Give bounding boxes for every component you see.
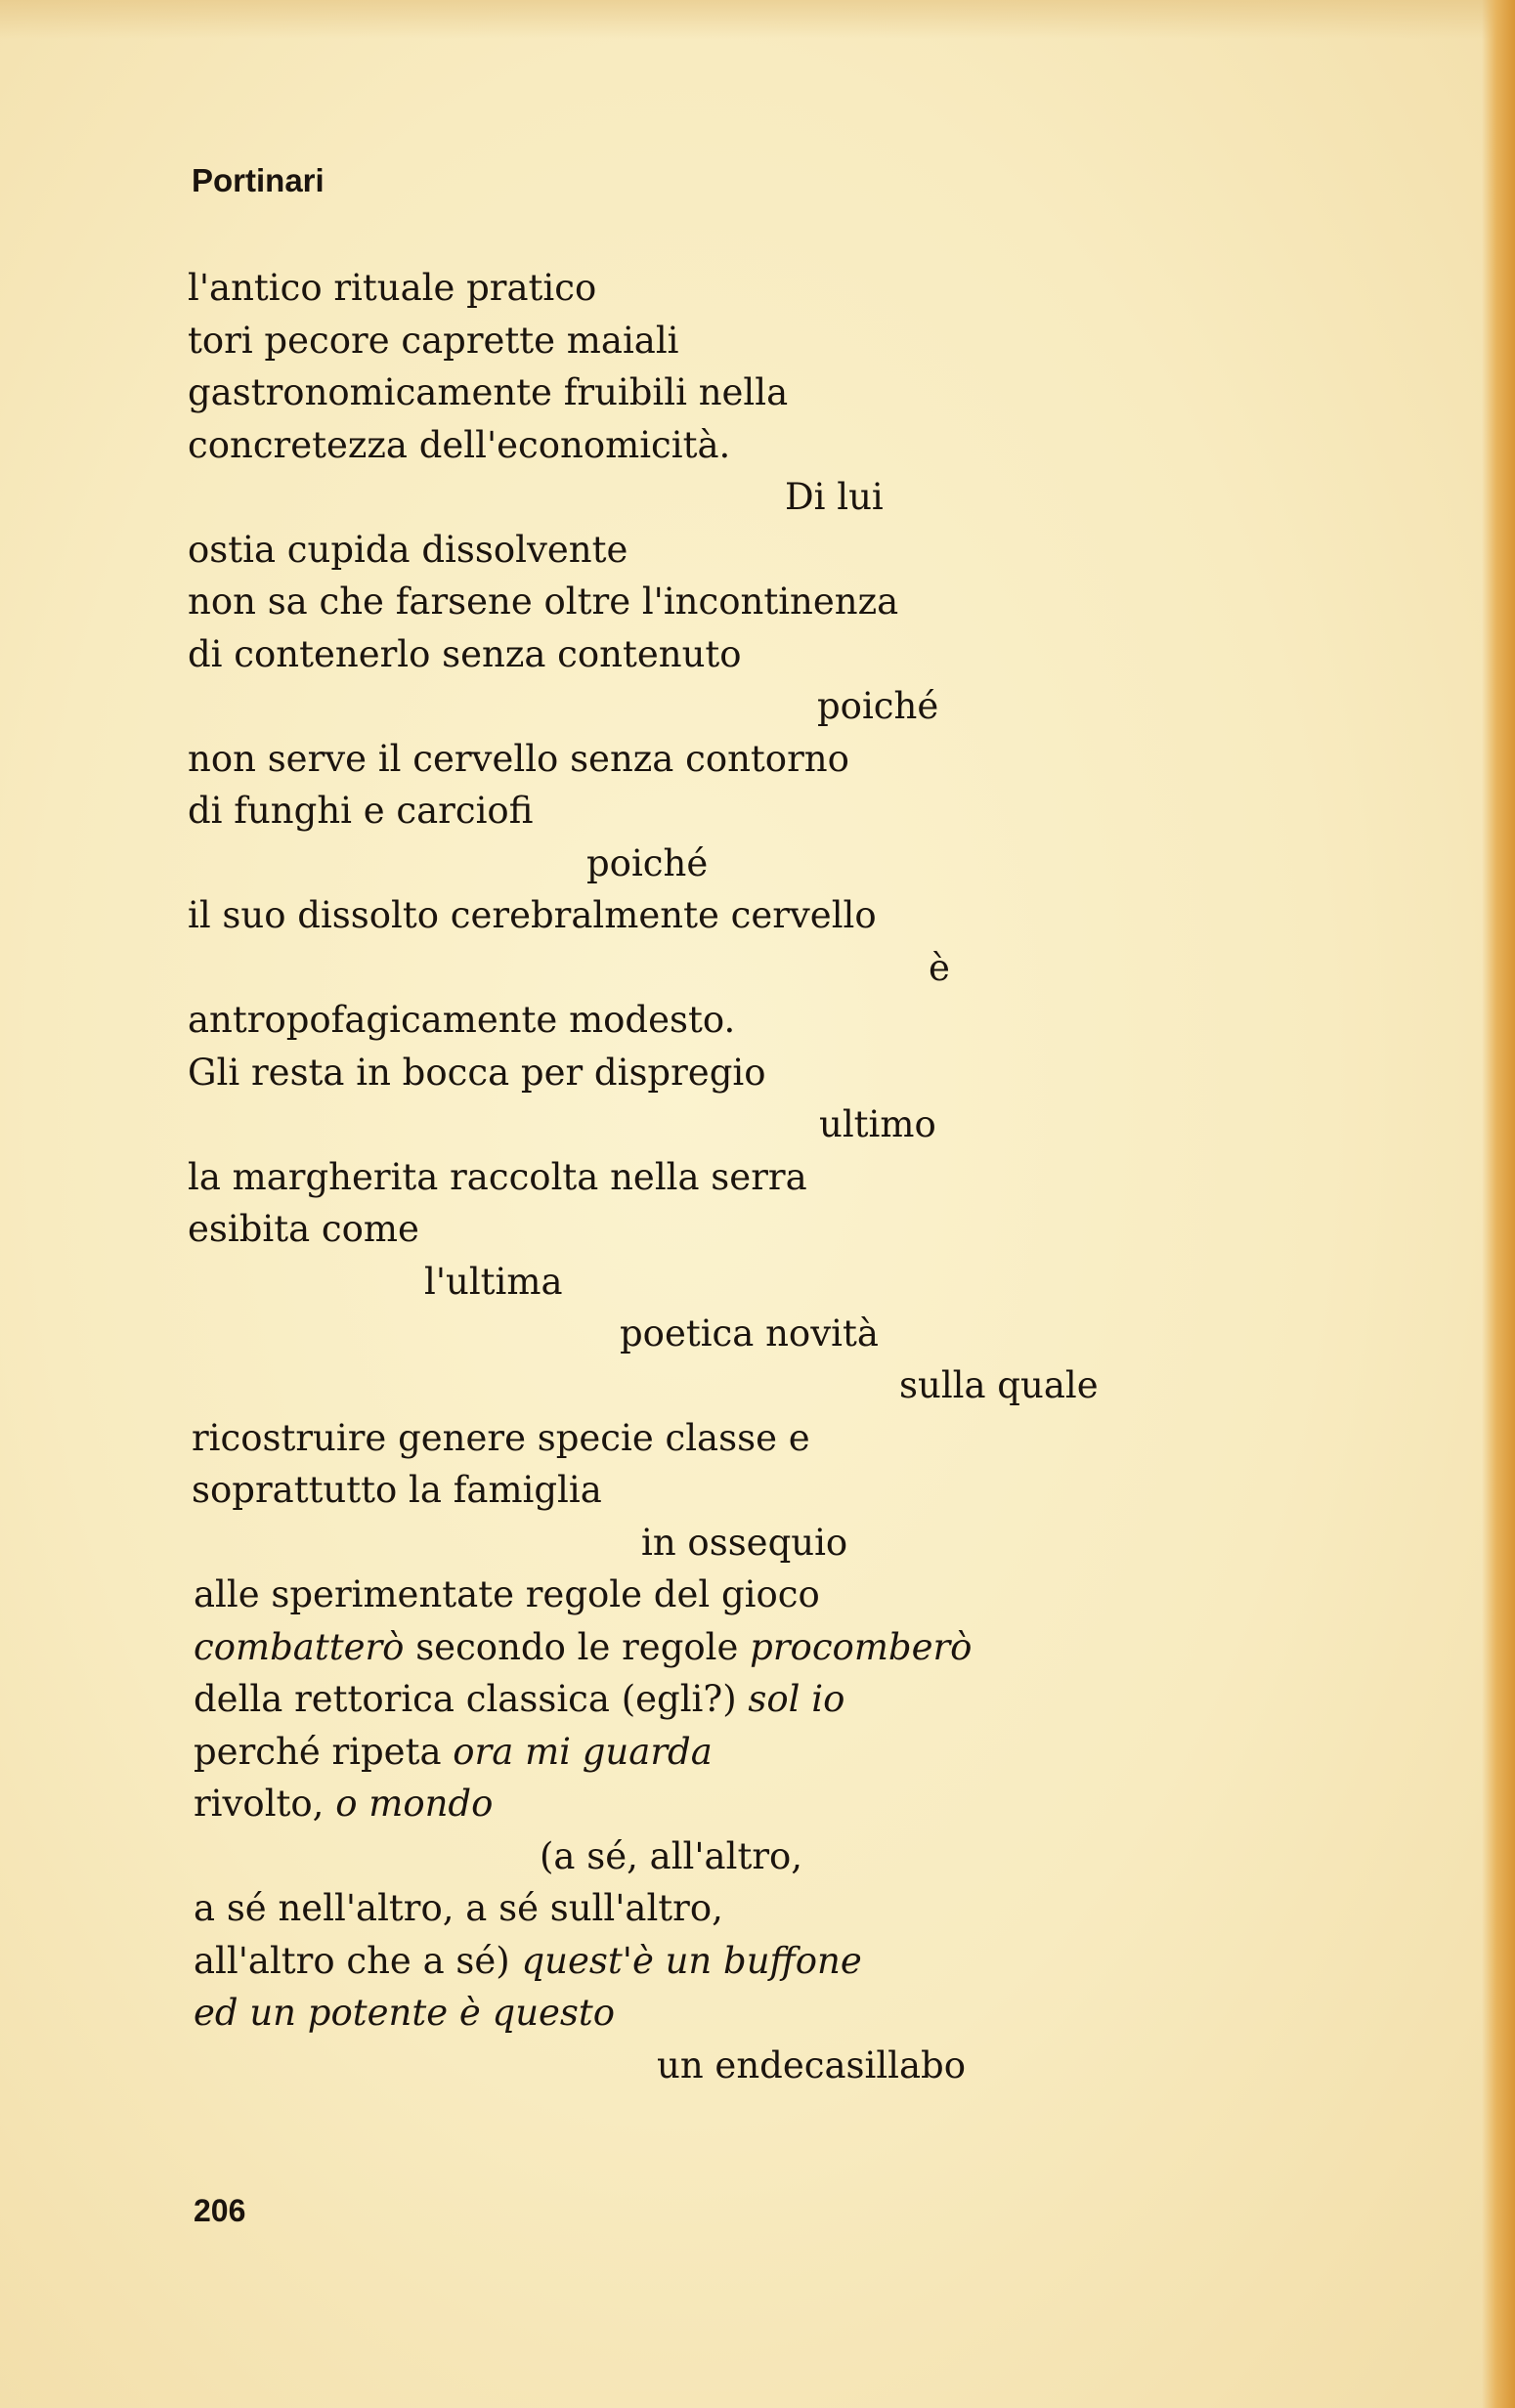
- poem-quote: o mondo: [335, 1783, 494, 1825]
- poem-quote: combatterò: [194, 1626, 405, 1668]
- page-edge-shading: [1482, 0, 1515, 2408]
- poem-line: [194, 1940, 862, 1982]
- poem-quote: procomberò: [750, 1626, 973, 1668]
- poem-line: gastronomicamente fruibili nella: [188, 371, 789, 413]
- poem-line: di contenerlo senza contenuto: [188, 633, 742, 675]
- poem-line: [194, 1783, 494, 1825]
- poem-text-span: secondo le regole: [404, 1626, 751, 1668]
- poem-line: (a sé, all'altro,: [540, 1835, 803, 1877]
- poem-line: poiché: [586, 842, 709, 884]
- poem-line: ultimo: [819, 1103, 936, 1145]
- poem-line: è: [929, 947, 950, 989]
- poem-line: ostia cupida dissolvente: [188, 529, 628, 571]
- poem-text-span: all'altro che a sé): [194, 1940, 522, 1982]
- poem-line: sulla quale: [899, 1364, 1099, 1406]
- page-top-shading: [0, 0, 1515, 39]
- poem-line: in ossequio: [641, 1522, 848, 1564]
- poem-line: soprattutto la famiglia: [192, 1469, 602, 1511]
- poem-quote: ora mi guarda: [453, 1731, 713, 1773]
- poem-text-span: della rettorica classica (egli?): [194, 1678, 749, 1720]
- poem-line: Gli resta in bocca per dispregio: [188, 1052, 766, 1094]
- poem-line: il suo dissolto cerebralmente cervello: [188, 894, 877, 936]
- poem-line: un endecasillabo: [657, 2044, 967, 2086]
- poem-line: alle sperimentate regole del gioco: [194, 1573, 820, 1615]
- poem-line: antropofagicamente modesto.: [188, 999, 736, 1041]
- poem-line: tori pecore caprette maiali: [188, 320, 679, 362]
- poem-quote: sol io: [748, 1678, 845, 1720]
- poem-line: esibita come: [188, 1208, 419, 1250]
- poem-line: a sé nell'altro, a sé sull'altro,: [194, 1887, 723, 1929]
- poem-line: la margherita raccolta nella serra: [188, 1156, 807, 1198]
- poem-line: [194, 1678, 845, 1720]
- poem-line: non sa che farsene oltre l'incontinenza: [188, 580, 899, 623]
- poem-line: ed un potente è questo: [194, 1992, 616, 2034]
- poem-line: concretezza dell'economicità.: [188, 424, 731, 466]
- poem-line: [194, 1731, 713, 1773]
- poem-line: poetica novità: [620, 1312, 879, 1354]
- poem-text-span: perché ripeta: [194, 1731, 454, 1773]
- poem-line: l'ultima: [424, 1261, 563, 1303]
- poem-line: ricostruire genere specie classe e: [192, 1417, 810, 1459]
- poem-line: l'antico rituale pratico: [188, 267, 597, 309]
- poem-line: poiché: [817, 685, 939, 727]
- poem-line: [194, 1626, 973, 1668]
- running-header: Portinari: [192, 162, 325, 198]
- poem-line: non serve il cervello senza contorno: [188, 738, 849, 780]
- page-number: 206: [194, 2193, 246, 2228]
- poem-quote: quest'è un buffone: [521, 1940, 862, 1982]
- poem-line: di funghi e carciofi: [188, 790, 534, 832]
- poem-text-span: rivolto,: [194, 1783, 336, 1825]
- poem-line: Di lui: [785, 476, 884, 518]
